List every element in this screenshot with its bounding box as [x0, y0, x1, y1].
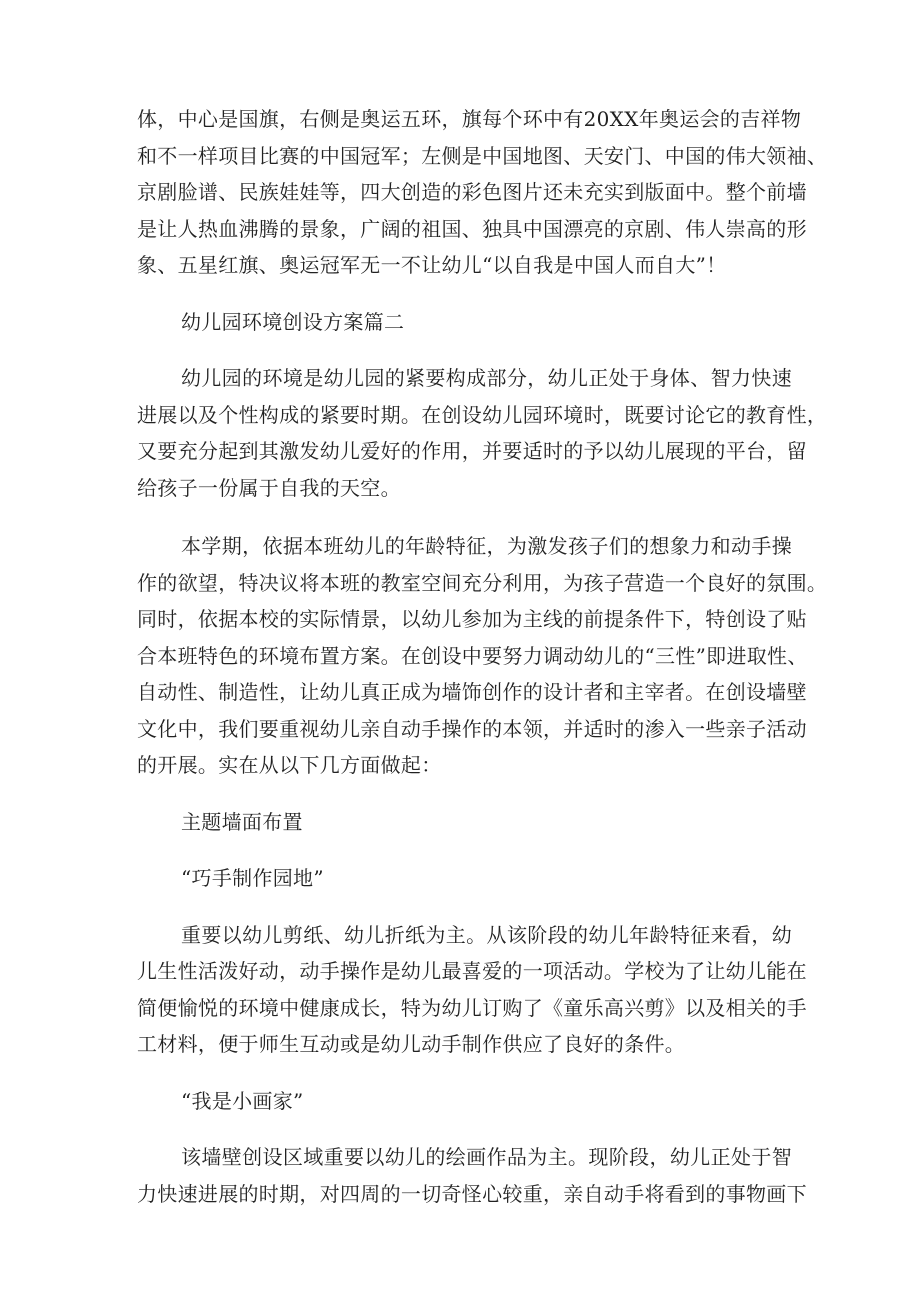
text-line: 力快速进展的时期，对四周的一切奇怪心较重，亲自动手将看到的事物画下 [137, 1181, 807, 1206]
text-line: 是让人热血沸腾的景象，广阔的祖国、独具中国漂亮的京剧、伟人崇高的形 [137, 216, 807, 241]
text-line: 的开展。实在从以下几方面做起： [137, 753, 442, 777]
text-line: 同时，依据本校的实际情景，以幼儿参加为主线的前提条件下，特创设了贴 [137, 607, 807, 631]
text-line: 合本班特色的环境布置方案。在创设中要努力调动幼儿的“三性”即进取性、 [137, 643, 808, 668]
text-line: 京剧脸谱、民族娃娃等，四大创造的彩色图片还未充实到版面中。整个前墙 [137, 180, 807, 204]
text-line: 幼儿园的环境是幼儿园的紧要构成部分，幼儿正处于身体、智力快速 [181, 366, 792, 390]
paragraph-plan [137, 528, 828, 784]
text-line: 工材料，便于师生互动或是幼儿动手制作供应了良好的条件。 [137, 1032, 686, 1056]
text-line: 作的欲望，特决议将本班的教室空间充分利用，为孩子营造一个良好的氛围。 [137, 570, 828, 595]
text-line: 自动性、制造性，让幼儿真正成为墙饰创作的设计者和主宰者。在创设墙壁 [137, 680, 807, 704]
document-body [137, 101, 828, 1212]
subsection-heading: “巧手制作园地” [181, 866, 324, 890]
text-line: 象、五星红旗、奥运冠军无一不让幼儿“以自我是中国人而自大”！ [137, 253, 727, 277]
text-line: 又要充分起到其激发幼儿爱好的作用，并要适时的予以幼儿展现的平台，留 [137, 439, 807, 463]
section-heading: 主题墙面布置 [181, 809, 303, 834]
text-line: 该墙壁创设区域重要以幼儿的绘画作品为主。现阶段，幼儿正处于智 [181, 1145, 792, 1169]
text-line: 儿生性活泼好动，动手操作是幼儿最喜爱的一项活动。学校为了让幼儿能在 [137, 959, 807, 983]
paragraph-painter [137, 1139, 807, 1212]
section-heading: 幼儿园环境创设方案篇二 [181, 309, 405, 334]
text-line: 进展以及个性构成的紧要时期。在创设幼儿园环境时，既要讨论它的教育性， [137, 402, 828, 427]
text-line: 体，中心是国旗，右侧是奥运五环，旗每个环中有20XX年奥运会的吉祥物 [137, 107, 802, 131]
text-line: 和不一样项目比赛的中国冠军；左侧是中国地图、天安门、中国的伟大领袖、 [137, 143, 828, 168]
paragraph-olympic-wall [137, 101, 828, 284]
subsection-heading: “我是小画家” [181, 1088, 304, 1113]
text-line: 给孩子一份属于自我的天空。 [137, 475, 401, 500]
text-line: 本学期，依据本班幼儿的年龄特征，为激发孩子们的想象力和动手操 [181, 534, 792, 558]
paragraph-craft-corner [137, 917, 807, 1063]
text-line: 文化中，我们要重视幼儿亲自动手操作的本领，并适时的渗入一些亲子活动 [137, 716, 807, 741]
text-line: 重要以幼儿剪纸、幼儿折纸为主。从该阶段的幼儿年龄特征来看，幼 [181, 922, 792, 947]
paragraph-intro [137, 360, 828, 506]
text-line: 简便愉悦的环境中健康成长，特为幼儿订购了《童乐高兴剪》以及相关的手 [137, 995, 807, 1020]
